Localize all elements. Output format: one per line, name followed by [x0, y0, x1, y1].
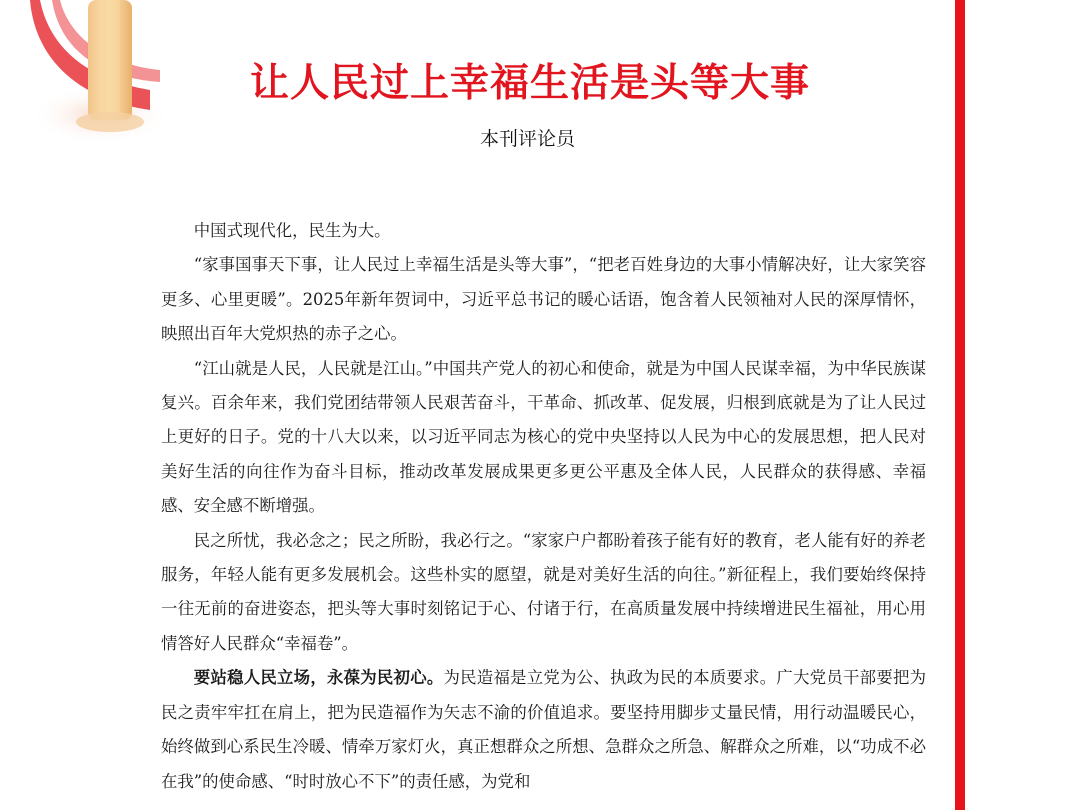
- paragraph: 民之所忧，我必念之；民之所盼，我必行之。“家家户户都盼着孩子能有好的教育，老人能有好的养老服务，年轻人能有更多发展机会。这些朴实的愿望，就是对美好生活的向往。”新征程上，我们要始终保持一往无前的奋进姿态，把头等大事时刻铭记于心、付诸于行，在高质量发展中持续增进民生福祉，用心用情答好人民群众“幸福卷”。: [161, 530, 926, 653]
- article-body: [161, 214, 926, 799]
- paragraph: 中国式现代化，民生为大。: [193, 221, 391, 240]
- article-title: 让人民过上幸福生活是头等大事: [249, 61, 810, 106]
- paragraph: “家事国事天下事，让人民过上幸福生活是头等大事”，“把老百姓身边的大事小情解决好，让大家笑容更多、心里更暖”。2025年新年贺词中，习近平总书记的暖心话语，饱含着人民领袖对人民的深厚情怀，映照出百年大党炽热的赤子之心。: [161, 255, 926, 344]
- article-byline: 本刊评论员: [479, 128, 575, 150]
- page-margin: [965, 0, 1080, 810]
- paragraph: “江山就是人民，人民就是江山。”中国共产党人的初心和使命，就是为中国人民谋幸福，为中华民族谋复兴。百余年来，我们党团结带领人民艰苦奋斗，干革命、抓改革、促发展，归根到底就是为了让人民过上更好的日子。党的十八大以来，以习近平同志为核心的党中央坚持以人民为中心的发展思想，把人民对美好生活的向往作为奋斗目标，推动改革发展成果更多更公平惠及全体人民，人民群众的获得感、幸福感、安全感不断增强。: [161, 358, 926, 516]
- paragraph-text: 为民造福是立党为公、执政为民的本质要求。广大党员干部要把为民之责牢牢扛在肩上，把为民造福作为矢志不渝的价值追求。要坚持用脚步丈量民情，用行动温暖民心，始终做到心系民生冷暖、情牵万家灯火，真正想群众之所想、急群众之所急、解群众之所难，以“功成不必在我”的使命感、“时时放心不下”的责任感，为党和: [161, 668, 926, 791]
- paragraph-bold-lead: 要站稳人民立场，永葆为民初心。: [193, 668, 444, 688]
- paragraph: [161, 661, 926, 799]
- page-red-border: [955, 0, 965, 810]
